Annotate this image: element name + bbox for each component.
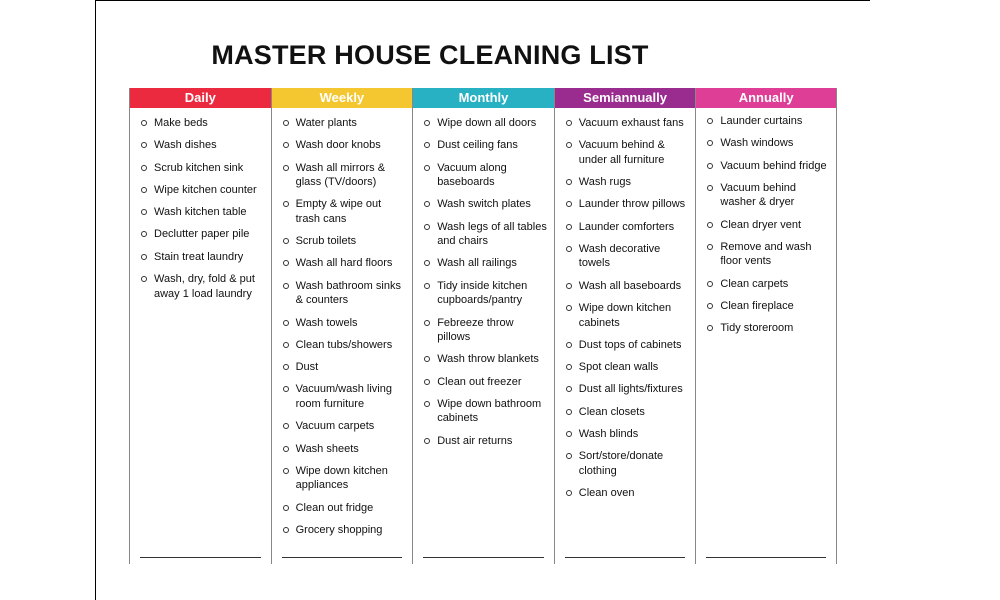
task-item: Wash sheets — [282, 442, 407, 457]
task-item: Dust — [282, 360, 407, 375]
task-item: Clean dryer vent — [706, 218, 830, 233]
task-item: Vacuum behind fridge — [706, 159, 830, 174]
blank-line — [282, 557, 403, 558]
task-item: Stain treat laundry — [140, 250, 265, 265]
task-item: Clean out freezer — [423, 375, 548, 390]
task-item: Dust ceiling fans — [423, 138, 548, 153]
task-item: Remove and wash floor vents — [706, 240, 830, 269]
task-item: Clean out fridge — [282, 501, 407, 516]
page-edge-left — [95, 0, 96, 600]
column-semiannually — [554, 88, 696, 564]
blank-line — [423, 557, 544, 558]
task-item: Scrub kitchen sink — [140, 161, 265, 176]
task-item: Dust air returns — [423, 434, 548, 449]
column-header-semiannually: Semiannually — [555, 88, 696, 108]
task-item: Wipe down kitchen cabinets — [565, 301, 690, 330]
task-item: Wash throw blankets — [423, 352, 548, 367]
task-item: Wash towels — [282, 316, 407, 331]
task-item: Vacuum/wash living room furniture — [282, 382, 407, 411]
column-header-monthly: Monthly — [413, 88, 554, 108]
task-list-daily — [130, 108, 271, 301]
task-item: Tidy inside kitchen cupboards/pantry — [423, 279, 548, 308]
task-item: Wash all railings — [423, 256, 548, 271]
task-item: Clean closets — [565, 405, 690, 420]
task-item: Water plants — [282, 116, 407, 131]
column-header-weekly: Weekly — [272, 88, 413, 108]
task-item: Febreeze throw pillows — [423, 316, 548, 345]
task-list-weekly — [272, 108, 413, 537]
task-item: Wash door knobs — [282, 138, 407, 153]
blank-line — [565, 557, 686, 558]
column-header-daily: Daily — [130, 88, 271, 108]
task-item: Wash switch plates — [423, 197, 548, 212]
task-item: Clean tubs/showers — [282, 338, 407, 353]
task-item: Tidy storeroom — [706, 321, 830, 336]
task-item: Wipe kitchen counter — [140, 183, 265, 198]
task-item: Wash all baseboards — [565, 279, 690, 294]
task-item: Wash legs of all tables and chairs — [423, 220, 548, 249]
task-item: Clean carpets — [706, 277, 830, 292]
page-edge-top — [95, 0, 870, 1]
task-item: Wash blinds — [565, 427, 690, 442]
task-item: Wash bathroom sinks & counters — [282, 279, 407, 308]
column-daily — [129, 88, 271, 564]
task-item: Empty & wipe out trash cans — [282, 197, 407, 226]
page-title: MASTER HOUSE CLEANING LIST — [211, 40, 649, 70]
task-item: Declutter paper pile — [140, 227, 265, 242]
task-item: Scrub toilets — [282, 234, 407, 249]
task-item: Wipe down kitchen appliances — [282, 464, 407, 493]
task-item: Clean fireplace — [706, 299, 830, 314]
task-item: Launder throw pillows — [565, 197, 690, 212]
task-item: Wash windows — [706, 136, 830, 151]
task-item: Wash kitchen table — [140, 205, 265, 220]
task-item: Vacuum behind & under all furniture — [565, 138, 690, 167]
task-item: Make beds — [140, 116, 265, 131]
task-item: Vacuum behind washer & dryer — [706, 181, 830, 210]
column-monthly — [412, 88, 554, 564]
blank-line — [140, 557, 261, 558]
column-annually — [695, 88, 837, 564]
task-list-semiannually — [555, 108, 696, 501]
task-list-annually — [696, 108, 836, 336]
cleaning-columns — [129, 88, 837, 564]
task-item: Dust all lights/fixtures — [565, 382, 690, 397]
column-header-annually: Annually — [696, 88, 836, 108]
task-item: Clean oven — [565, 486, 690, 501]
task-list-monthly — [413, 108, 554, 448]
task-item: Wash all hard floors — [282, 256, 407, 271]
task-item: Wash decorative towels — [565, 242, 690, 271]
task-item: Wash dishes — [140, 138, 265, 153]
task-item: Wash rugs — [565, 175, 690, 190]
task-item: Wash all mirrors & glass (TV/doors) — [282, 161, 407, 190]
task-item: Wipe down bathroom cabinets — [423, 397, 548, 426]
task-item: Spot clean walls — [565, 360, 690, 375]
task-item: Sort/store/donate clothing — [565, 449, 690, 478]
task-item: Wash, dry, fold & put away 1 load laundry — [140, 272, 265, 301]
column-weekly — [271, 88, 413, 564]
task-item: Vacuum exhaust fans — [565, 116, 690, 131]
task-item: Launder comforters — [565, 220, 690, 235]
task-item: Grocery shopping — [282, 523, 407, 538]
task-item: Vacuum along baseboards — [423, 161, 548, 190]
task-item: Launder curtains — [706, 114, 830, 129]
task-item: Wipe down all doors — [423, 116, 548, 131]
task-item: Dust tops of cabinets — [565, 338, 690, 353]
blank-line — [706, 557, 826, 558]
task-item: Vacuum carpets — [282, 419, 407, 434]
